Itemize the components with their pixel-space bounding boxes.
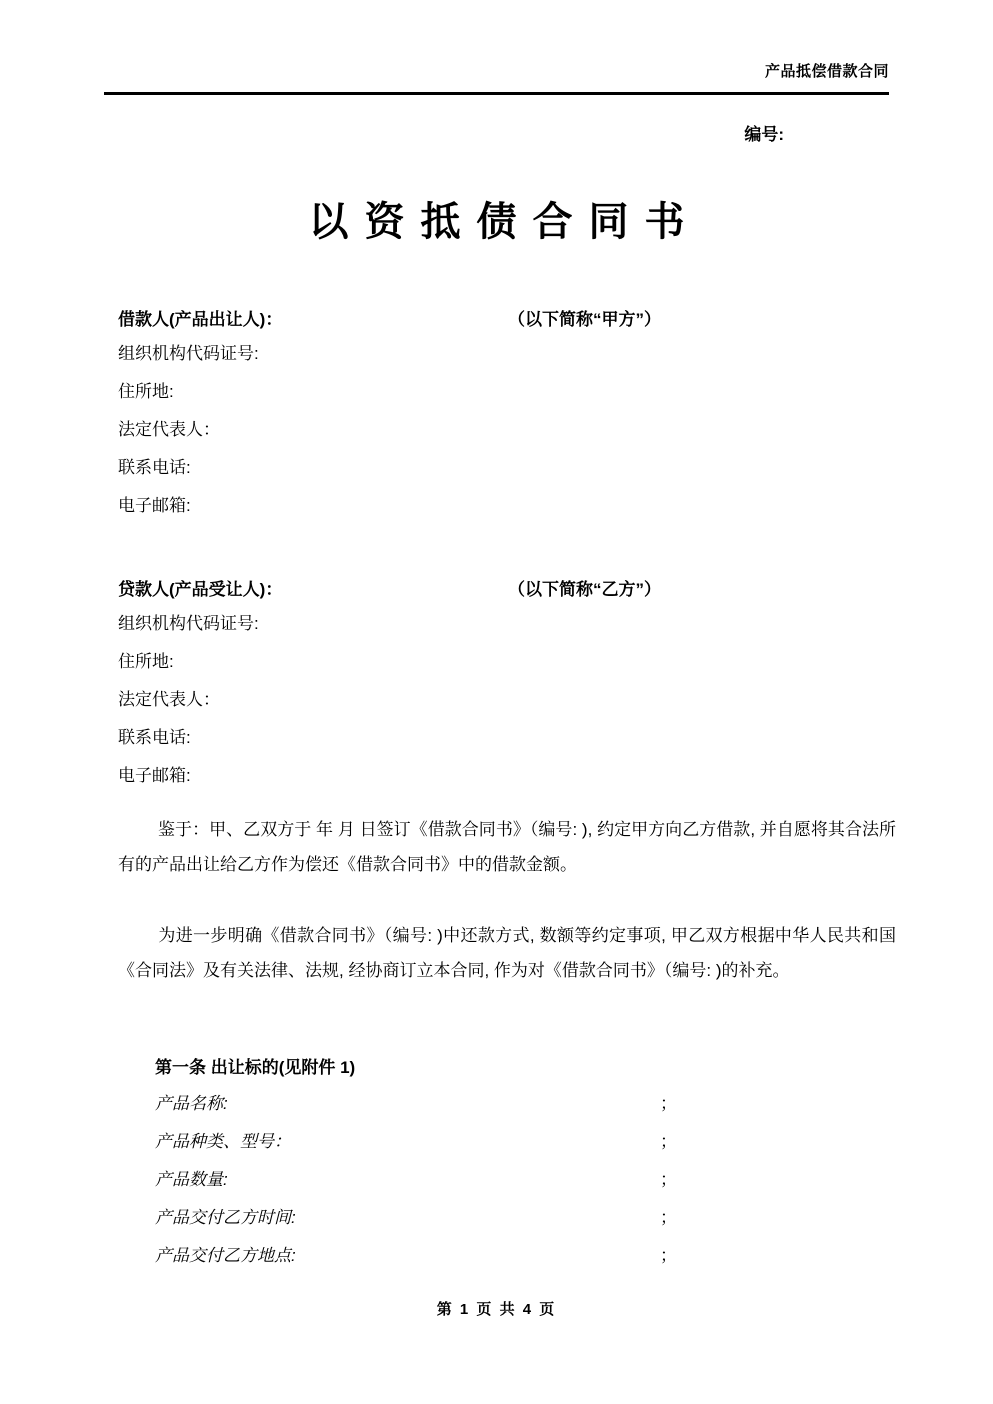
item-product-type-model [155,1123,895,1161]
borrower-block [118,305,908,525]
lender-field-email: 电子邮箱: [118,766,191,785]
recital-paragraph-1 [118,812,896,882]
lender-field-phone: 联系电话: [118,728,191,747]
borrower-field-address: 住所地: [118,382,174,401]
contract-code-label: 编号: [744,125,784,144]
item-separator: ； [660,1094,677,1113]
recital-paragraph-1-text: 鉴于：甲、乙双方于 年 月 日签订《借款合同书》（编号: ), 约定甲方向乙方借款, 并自愿将其合法所有的产品出让给乙方作为偿还《借款合同书》中的借款金额。 [118,820,896,874]
borrower-alias: （以下简称“甲方”） [508,310,661,329]
item-label: 产品数量: [155,1170,228,1189]
page-title: 以资抵债合同书 [308,200,701,244]
running-header: 产品抵偿借款合同 [764,63,889,80]
lender-title-label: 贷款人(产品受让人)： [118,580,283,599]
lender-block [118,575,908,795]
lender-title [118,575,908,605]
borrower-field-phone: 联系电话: [118,458,191,477]
borrower-title [118,305,908,335]
item-separator: ； [660,1246,677,1265]
lender-field-address: 住所地: [118,652,174,671]
lender-field-legal-rep: 法定代表人： [118,690,220,709]
section-one-item-list [155,1085,895,1275]
borrower-field-org-code: 组织机构代码证号: [118,344,259,363]
item-product-name [155,1085,895,1123]
item-separator: ； [660,1208,677,1227]
recital-paragraph-2-text: 为进一步明确《借款合同书》（编号: )中还款方式, 数额等约定事项, 甲乙双方根据中华人民共和国《合同法》及有关法律、法规, 经协商订立本合同, 作为对《借款合同书》（编号: )的补充。 [118,926,896,980]
recital-paragraph-2 [118,918,896,988]
lender-field-org-code: 组织机构代码证号: [118,614,259,633]
item-delivery-time [155,1199,895,1237]
section-one-title: 第一条 出让标的(见附件 1) [155,1058,356,1077]
item-label: 产品交付乙方时间: [155,1208,296,1227]
item-separator: ； [660,1170,677,1189]
borrower-title-label: 借款人(产品出让人)： [118,310,283,329]
lender-alias: （以下简称“乙方”） [508,580,661,599]
header-divider [104,92,889,95]
borrower-field-email: 电子邮箱: [118,496,191,515]
item-label: 产品交付乙方地点: [155,1246,296,1265]
item-label: 产品名称: [155,1094,228,1113]
item-label: 产品种类、型号： [155,1132,291,1151]
page-footer: 第 1 页 共 4 页 [436,1301,557,1318]
item-delivery-place [155,1237,895,1275]
item-product-quantity [155,1161,895,1199]
borrower-field-legal-rep: 法定代表人： [118,420,220,439]
item-separator: ； [660,1132,677,1151]
